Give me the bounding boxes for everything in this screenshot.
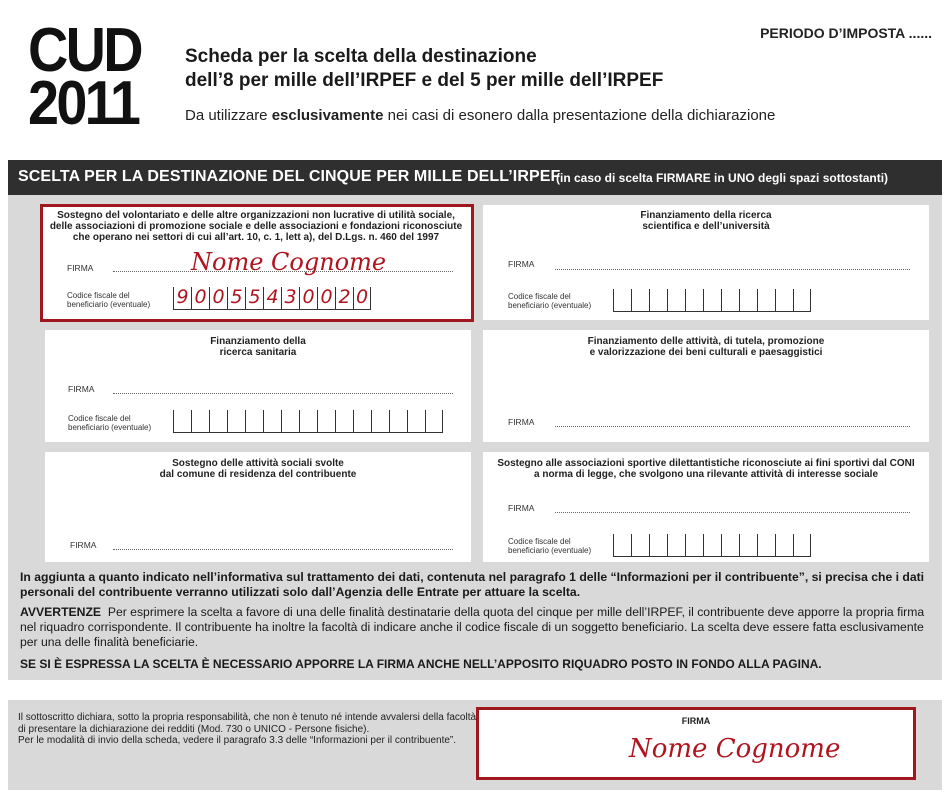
cf-cell[interactable] [281,410,299,432]
avvertenze-paragraph [20,605,935,650]
box-title [483,458,929,480]
section-heading-note: (in caso di scelta FIRMARE in UNO degli spazi sottostanti) [556,171,889,185]
signature-volontariato: Nome Cognome [191,248,387,276]
subtitle-post: nei casi di esonero dalla presentazione della dichiarazione [383,107,776,124]
cf-cell[interactable] [793,289,811,311]
final-firma-label: FIRMA [681,716,711,726]
firma-label: FIRMA [508,503,535,513]
cf-label-line: Codice fiscale del [68,414,131,423]
cf-cell[interactable] [667,289,685,311]
cf-digit: 4 [266,286,279,308]
cf-cell[interactable] [649,289,667,311]
cf-cell[interactable] [389,410,407,432]
firma-label: FIRMA [67,263,94,273]
cf-cell[interactable] [425,410,443,432]
box-title-line: ricerca sanitaria [219,347,297,358]
cf-label-line: beneficiario (eventuale) [68,423,152,432]
cf-cell[interactable] [317,410,335,432]
firma-label: FIRMA [508,259,535,269]
signature-line[interactable] [555,512,910,513]
box-ricerca-scientifica [483,205,929,320]
cf-cell[interactable] [191,410,209,432]
cf-cell[interactable] [775,289,793,311]
cf-cell[interactable] [793,534,811,556]
cf-cell[interactable] [721,534,739,556]
privacy-note: In aggiunta a quanto indicato nell’informativa sul trattamento dei dati, contenuta nel paragrafo 1 delle “Informazioni per il contribuente”, si precisa che i dati personali del contribuente verranno utilizzati solo dall’Agenzia delle Entrate per attuare la scelta. [20,570,925,599]
box-ricerca-sanitaria [45,330,471,442]
cinque-per-mille-section [8,160,942,680]
cf-digit: 0 [212,286,225,308]
box-title-line: Finanziamento della [210,336,306,347]
firma-label: FIRMA [68,384,95,394]
box-title-line: delle associazioni di promozione sociale e delle associazioni e fondazioni riconosciute [49,221,463,232]
box-associazioni-sportive [483,452,929,562]
periodo-imposta: PERIODO D’IMPOSTA ...... [760,25,932,41]
cf-digit: 5 [230,286,243,308]
box-title [45,458,471,480]
cf-digit: 2 [338,286,351,308]
signature-line[interactable] [555,426,910,427]
avvertenze-text: Per esprimere la scelta a favore di una delle finalità destinatarie della quota del cinque per mille dell’IRPEF, il contribuente deve apporre la propria firma nel riquadro corrispondente. Il contribuente ha inoltre la facoltà di indicare anche il codice fiscale di un soggetto beneficiario. La scelta deve essere fatta esclusivamente per una delle finalità beneficiarie. [20,605,925,649]
signature-line[interactable] [555,269,910,270]
cf-label [508,537,591,555]
final-signature: Nome Cognome [629,734,841,764]
firma-label: FIRMA [508,417,535,427]
cf-cell[interactable] [757,534,775,556]
cf-cell[interactable] [353,410,371,432]
section-header [8,160,942,195]
cf-label-line: beneficiario (eventuale) [67,300,151,309]
cf-cell[interactable] [613,534,631,556]
box-title-line: che operano nei settori di cui all’art. 10, c. 1, lett a), del D.Lgs. n. 460 del 1997 [72,232,440,243]
cf-digit: 0 [320,286,333,308]
cf-digit: 0 [194,286,207,308]
cf-cell[interactable] [703,289,721,311]
avvertenze-label: AVVERTENZE [20,605,102,619]
declaration-text [18,712,478,747]
box-title [45,336,471,358]
cf-cell[interactable] [757,289,775,311]
declaration-paragraph: Per le modalità di invio della scheda, vedere il paragrafo 3.3 delle “Informazioni per il contribuente”. [18,735,457,746]
cf-digit: 0 [355,286,369,308]
box-title-line: Sostegno alle associazioni sportive dilettantistiche riconosciute ai fini sportivi dal CONI [497,458,915,469]
cf-cell[interactable] [209,410,227,432]
cf-cell[interactable] [649,534,667,556]
cf-cell[interactable] [245,410,263,432]
logo-line-2: 2011 [28,69,139,139]
codice-fiscale-grid[interactable] [613,534,811,557]
box-title-line: scientifica e dell’università [642,221,770,232]
cf-cell[interactable] [613,289,631,311]
cf-label-line: beneficiario (eventuale) [508,546,592,555]
cf-cell[interactable] [685,289,703,311]
declaration-section [8,700,942,790]
cf-cell[interactable] [739,289,757,311]
subtitle-pre: Da utilizzare [185,107,272,124]
box-attivita-sociali-comune [45,452,471,562]
logo-line-1: CUD [28,16,141,85]
signature-line[interactable] [113,393,453,394]
cf-cell[interactable] [631,534,649,556]
box-title-line: dal comune di residenza del contribuente [159,469,357,480]
box-title-line: e valorizzazione dei beni culturali e paesaggistici [589,347,823,358]
subtitle-bold: esclusivamente [271,107,384,124]
final-signature-box[interactable] [476,707,916,780]
cf-cell[interactable] [685,534,703,556]
box-title [483,210,929,232]
cf-cell[interactable] [667,534,685,556]
box-title-line: Finanziamento della ricerca [640,210,772,221]
cf-cell[interactable] [263,410,281,432]
box-beni-culturali [483,330,929,442]
cf-label [68,414,151,432]
signature-line[interactable] [113,549,453,550]
box-title-line: Sostegno delle attività sociali svolte [172,458,344,469]
box-title [483,336,929,358]
cf-cell[interactable] [703,534,721,556]
cf-cell[interactable] [407,410,425,432]
box-title-line: Finanziamento delle attività, di tutela, promozione [587,336,825,347]
codice-fiscale-grid[interactable] [173,410,443,433]
cf-label-line: Codice fiscale del [67,291,130,300]
cf-cell[interactable] [371,410,389,432]
box-title-line: a norma di legge, che svolgono una rilevante attività di interesse sociale [534,469,878,480]
cf-label-line: Codice fiscale del [508,537,571,546]
form-subtitle [185,107,775,124]
codice-fiscale-grid[interactable] [613,289,811,312]
cf-cell[interactable] [227,410,245,432]
cf-digit: 3 [284,286,297,308]
cf-label-line: beneficiario (eventuale) [508,301,592,310]
firma-label: FIRMA [70,540,97,550]
cf-digit: 5 [248,286,261,308]
cf-cell[interactable] [721,289,739,311]
form-title-line-2: dell’8 per mille dell’IRPEF e del 5 per mille dell’IRPEF [185,70,664,91]
form-title-line-1: Scheda per la scelta della destinazione [185,46,537,67]
cf-cell[interactable] [335,410,353,432]
box-title-line: Sostegno del volontariato e delle altre organizzazioni non lucrative di utilità sociale, [57,210,455,221]
cud-logo [28,16,148,139]
cf-digit: 0 [302,286,315,308]
signature-requirement-note: SE SI È ESPRESSA LA SCELTA È NECESSARIO APPORRE LA FIRMA ANCHE NELL’APPOSITO RIQUADRO POSTO IN FONDO ALLA PAGINA. [20,657,822,671]
declaration-paragraph: Il sottoscritto dichiara, sotto la propria responsabilità, che non è tenuto né intende avvalersi della facoltà di presentare la dichiarazione dei redditi (Mod. 730 o UNICO - Persone fisiche). [18,712,477,735]
cf-cell[interactable] [173,410,191,432]
section-heading: SCELTA PER LA DESTINAZIONE DEL CINQUE PER MILLE DELL’IRPEF [18,168,561,185]
cf-digit: 9 [176,286,189,308]
selected-choice-frame [40,204,474,322]
cf-label-line: Codice fiscale del [508,292,571,301]
cf-cell[interactable] [775,534,793,556]
cf-cell[interactable] [739,534,757,556]
cf-label [508,292,591,310]
cf-cell[interactable] [299,410,317,432]
cf-cell[interactable] [631,289,649,311]
